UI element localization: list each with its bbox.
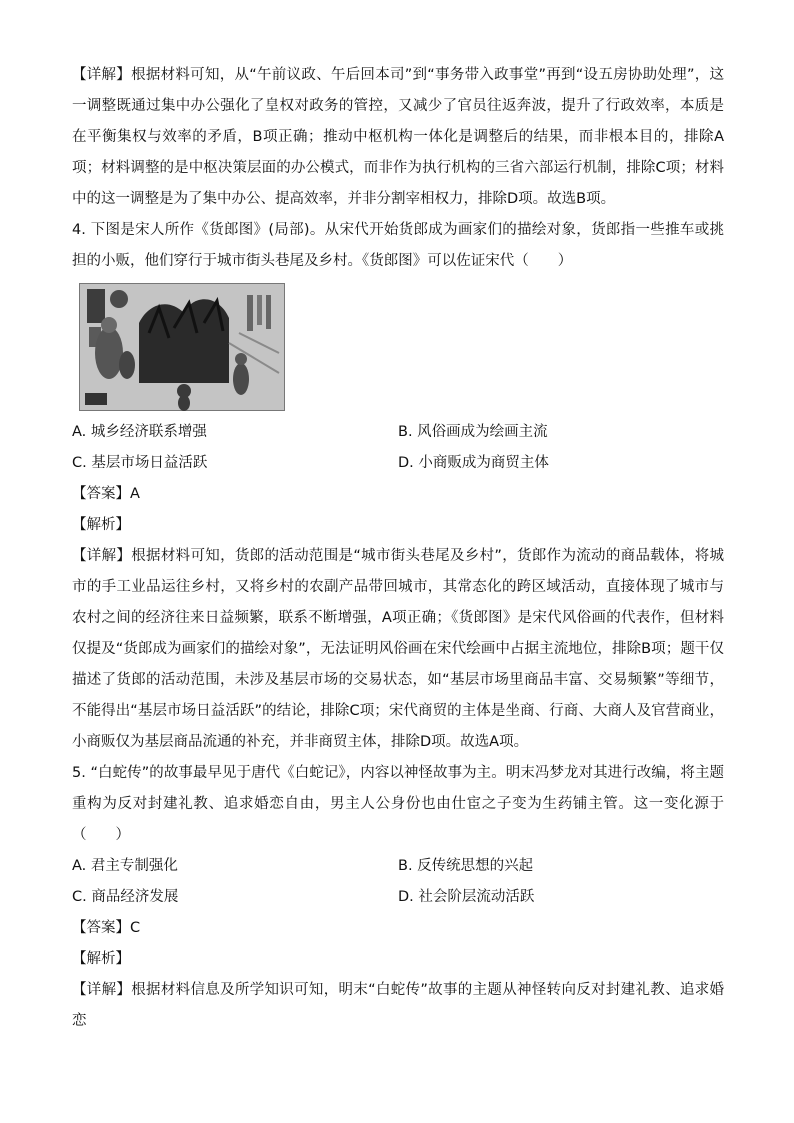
q5-option-a: A. 君主专制强化 xyxy=(72,858,178,874)
q4-option-d: D. 小商贩成为商贸主体 xyxy=(398,455,549,471)
q4-answer: 【答案】A xyxy=(72,486,140,502)
huolang-painting-image xyxy=(79,283,285,411)
q5-option-c: C. 商品经济发展 xyxy=(72,889,179,905)
q5-analysis-label: 【解析】 xyxy=(72,951,130,967)
q5-detail-text: 根据材料信息及所学知识可知，明末“白蛇传”故事的主题从神怪转向反对封建礼教、追求婚恋 xyxy=(72,982,724,1029)
q4-detail-text: 根据材料可知，货郎的活动范围是“城市街头巷尾及乡村”，货郎作为流动的商品载体，将城市的手工业品运往乡村，又将乡村的农副产品带回城市，其常态化的跨区域活动，直接体现了城市与农村之间的经济往来日益频繁，联系不断增强，A项正确；《货郎图》是宋代风俗画的代表作，但材料仅提及“货郎成为画家们的描绘对象”，无法证明风俗画在宋代绘画中占据主流地位，排除B项；题干仅描述了货郎的活动范围，未涉及基层市场的交易状态，如“基层市场里商品丰富、交易频繁”等细节，不能得出“基层市场日益活跃”的结论，排除C项；宋代商贸的主体是坐商、行商、大商人及官营商业，小商贩仅为基层商品流通的补充，并非商贸主体，排除D项。故选A项。 xyxy=(72,548,724,750)
q3-detail-text: 根据材料可知，从“午前议政、午后回本司”到“事务带入政事堂”再到“设五房协助处理”，这一调整既通过集中办公强化了皇权对政务的管控，又减少了官员往返奔波，提升了行政效率，本质是在平衡集权与效率的矛盾，B项正确；推动中枢机构一体化是调整后的结果，而非根本目的，排除A项；材料调整的是中枢决策层面的办公模式，而非作为执行机构的三省六部运行机制，排除C项；材料中的这一调整是为了集中办公、提高效率，并非分割宰相权力，排除D项。故选B项。 xyxy=(72,67,725,207)
q4-detail-tag: 【详解】 xyxy=(72,548,132,564)
q4-analysis-label: 【解析】 xyxy=(72,517,130,533)
q5-options xyxy=(72,851,724,913)
q4-option-a: A. 城乡经济联系增强 xyxy=(72,424,207,440)
q5-detail-tag: 【详解】 xyxy=(72,982,132,998)
q5-answer: 【答案】C xyxy=(72,920,141,936)
q5-option-d: D. 社会阶层流动活跃 xyxy=(398,889,535,905)
q4-detail xyxy=(72,541,724,758)
q3-detail xyxy=(72,60,724,215)
q4-stem: 4. 下图是宋人所作《货郎图》(局部)。从宋代开始货郎成为画家们的描绘对象，货郎指一些推车或挑担的小贩，他们穿行于城市街头巷尾及乡村。《货郎图》可以佐证宋代（ ） xyxy=(72,222,724,269)
q4-option-b: B. 风俗画成为绘画主流 xyxy=(398,424,548,440)
q5-stem: 5. “白蛇传”的故事最早见于唐代《白蛇记》，内容以神怪故事为主。明末冯梦龙对其进行改编，将主题重构为反对封建礼教、追求婚恋自由，男主人公身份也由仕宦之子变为生药铺主管。这一变化源于（ ） xyxy=(72,765,724,843)
q4-options xyxy=(72,417,724,479)
q5-detail xyxy=(72,975,724,1037)
q4-option-c: C. 基层市场日益活跃 xyxy=(72,455,208,471)
q3-detail-tag: 【详解】 xyxy=(72,67,132,83)
q5-option-b: B. 反传统思想的兴起 xyxy=(398,858,534,874)
document-page xyxy=(72,60,724,1037)
